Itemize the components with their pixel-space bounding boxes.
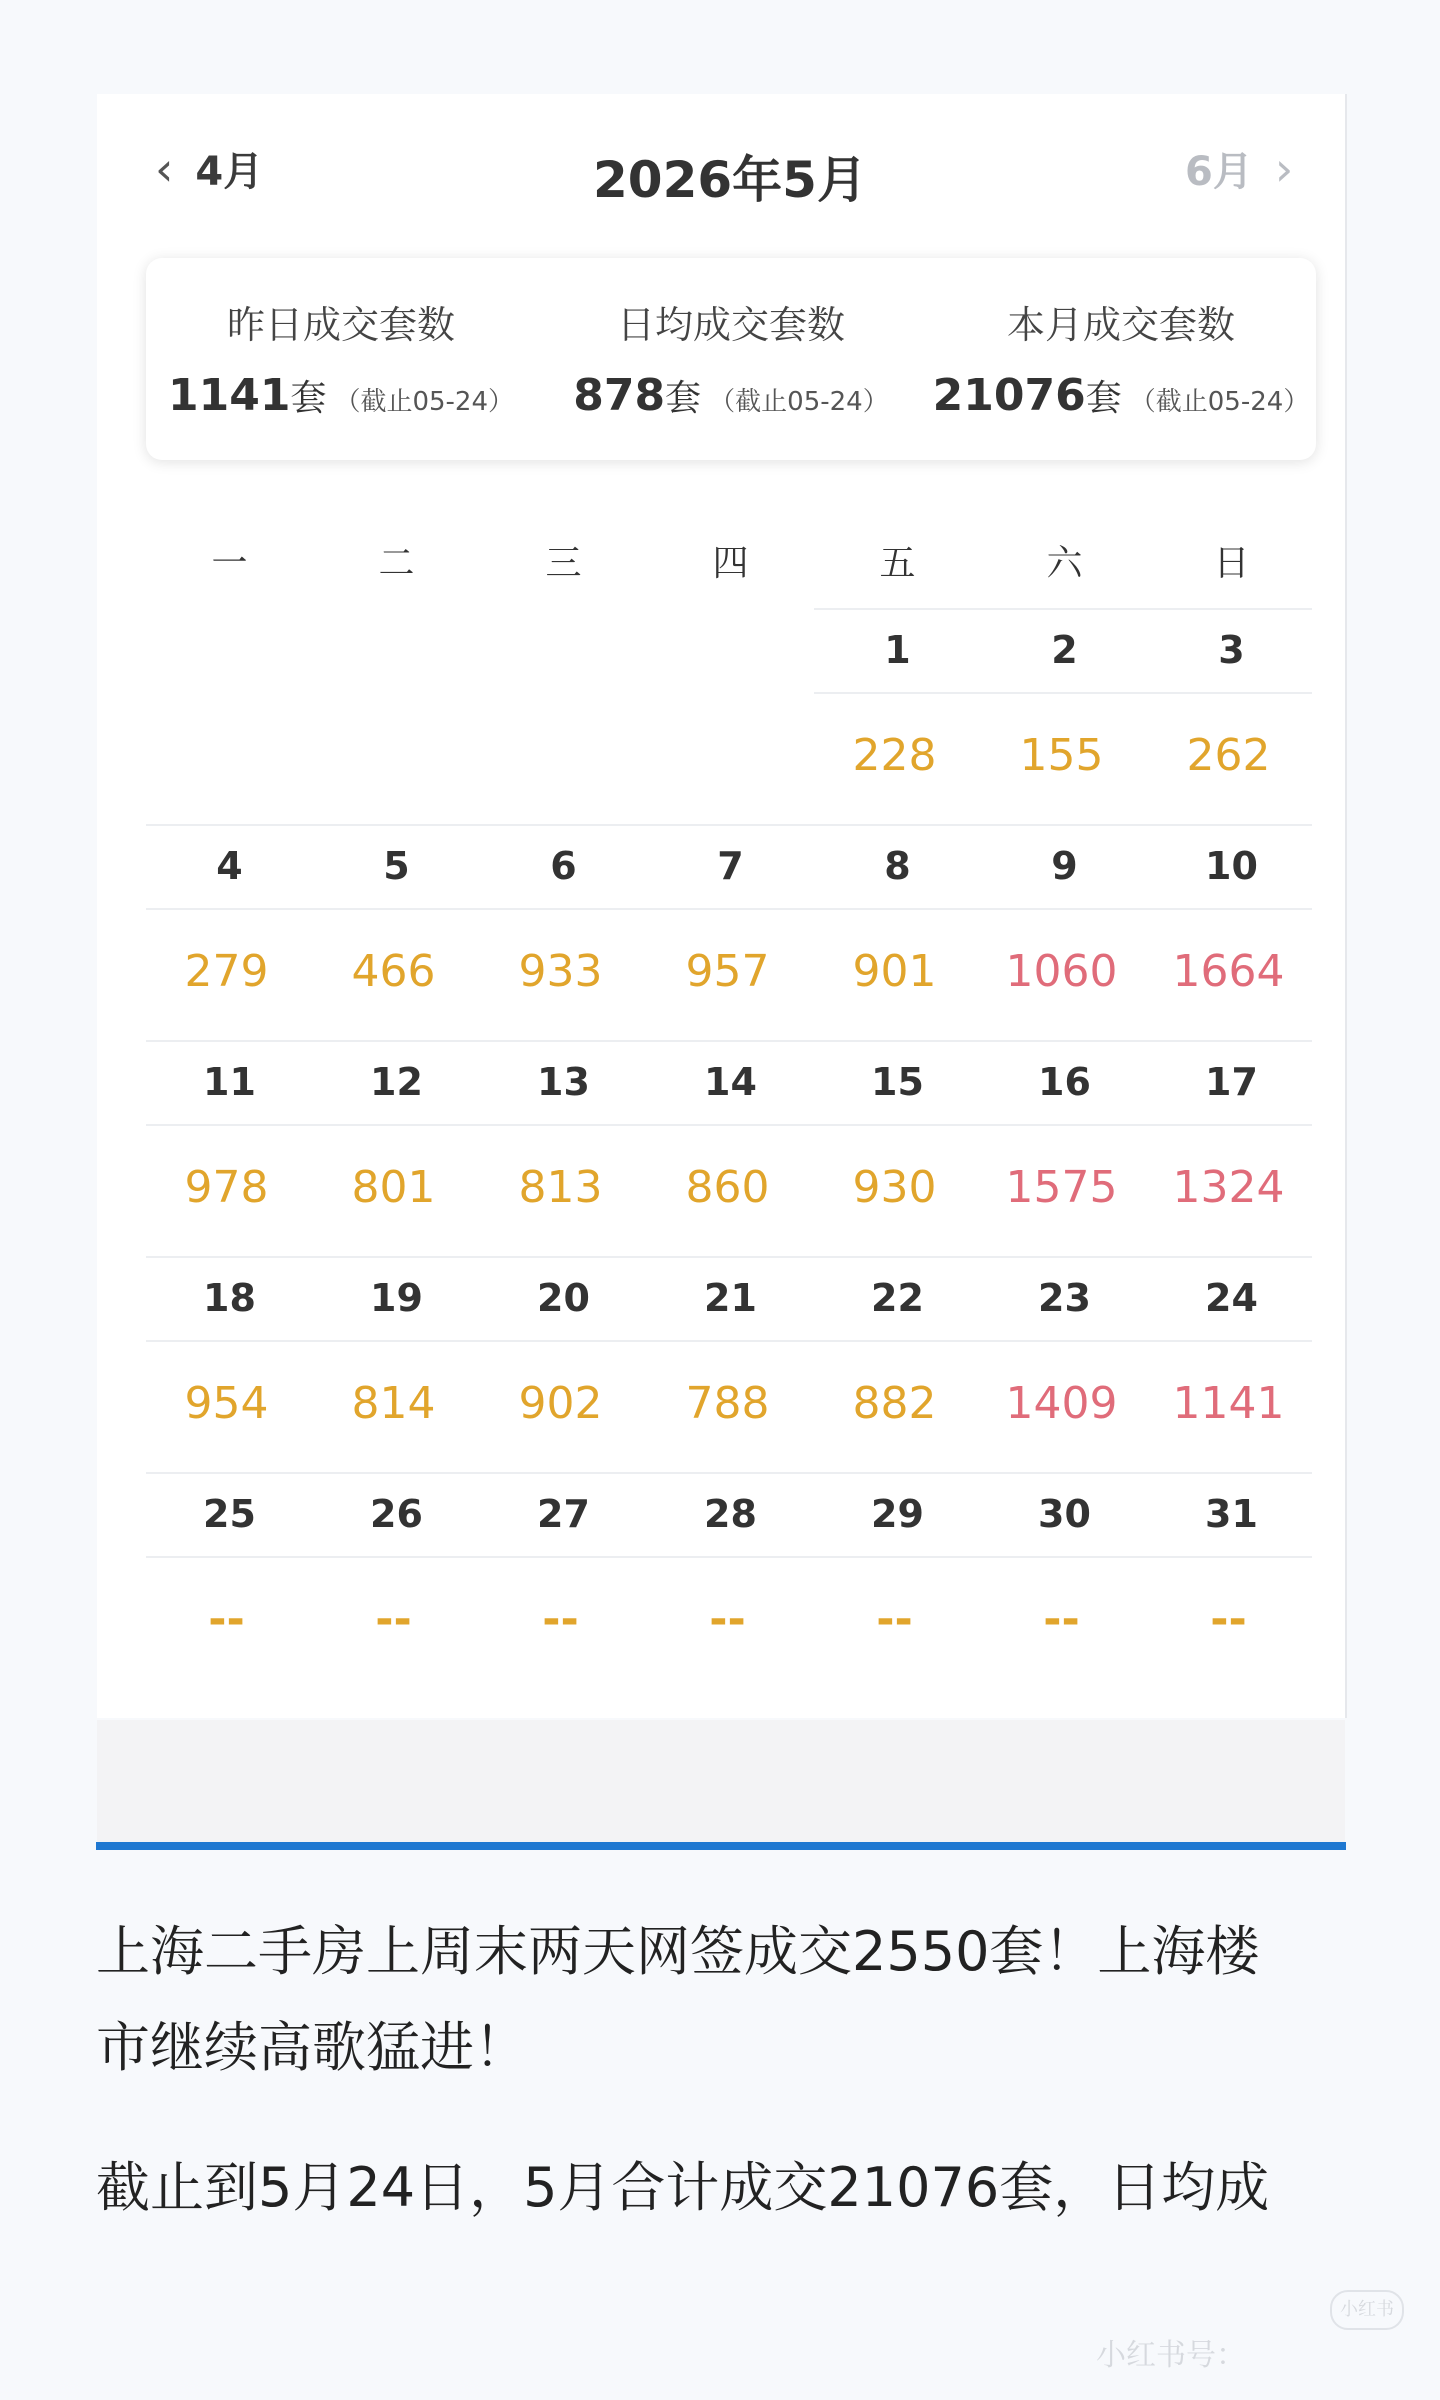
prev-month-label: 4月 [195,149,264,195]
stat-label: 日均成交套数 [616,303,845,347]
calendar-day-cell[interactable] [313,1040,480,1240]
day-transaction-count: 1575 [1005,1162,1118,1213]
article-line: 上海二手房上周末两天网签成交2550套！上海楼 [96,1920,1260,1983]
day-number: 21 [704,1276,757,1320]
day-transaction-count: 155 [1019,730,1104,781]
calendar-day-cell[interactable] [313,1472,480,1672]
weekday-label: 四 [712,543,749,584]
calendar-day-cell[interactable] [1148,1472,1315,1672]
stat-value [926,370,1316,421]
calendar-day-cell[interactable] [1148,608,1315,808]
weekday-label: 五 [879,543,916,584]
month-navigation [0,140,1440,209]
day-transaction-count: 957 [685,946,770,997]
day-transaction-count: 813 [518,1162,603,1213]
weekday-label: 二 [378,543,415,584]
day-number: 13 [537,1060,590,1104]
day-transaction-count: 954 [184,1378,269,1429]
day-number: 2 [1051,628,1078,672]
day-transaction-count: 901 [852,946,937,997]
day-number: 5 [383,844,410,888]
article-line: 截止到5月24日，5月合计成交21076套，日均成 [96,2156,1270,2219]
stat-daily-average [536,258,926,460]
current-month-title: 2026年5月 [593,151,867,209]
day-number: 29 [871,1492,924,1536]
day-number: 27 [537,1492,590,1536]
article-line: 市继续高歌猛进！ [96,2016,528,2079]
day-transaction-count: 262 [1186,730,1271,781]
calendar-day-cell[interactable] [647,1040,814,1240]
day-number: 18 [203,1276,256,1320]
calendar-day-cell[interactable] [647,824,814,1024]
day-transaction-count: 1060 [1005,946,1118,997]
day-transaction-count: 279 [184,946,269,997]
day-transaction-count: 902 [518,1378,603,1429]
day-number: 12 [370,1060,423,1104]
day-transaction-count: -- [709,1594,746,1645]
calendar-day-cell[interactable] [647,1256,814,1456]
calendar-day-cell[interactable] [480,1040,647,1240]
calendar-day-cell[interactable] [1148,1256,1315,1456]
prev-month-button[interactable] [155,140,263,197]
day-number: 1 [884,628,911,672]
stat-note: （截止05-24） [1129,387,1310,417]
calendar-day-cell[interactable] [814,824,981,1024]
calendar-day-cell[interactable] [146,1472,313,1672]
day-transaction-count: 1664 [1172,946,1285,997]
stat-number: 21076 [932,370,1086,421]
day-number: 6 [550,844,577,888]
accent-divider [96,1842,1346,1850]
watermark-logo: 小红书 [1330,2290,1404,2330]
calendar-day-cell[interactable] [814,1040,981,1240]
calendar-day-cell[interactable] [981,1472,1148,1672]
day-number: 10 [1205,844,1258,888]
calendar-day-cell[interactable] [1148,1040,1315,1240]
stat-label: 本月成交套数 [1006,303,1235,347]
calendar-day-cell[interactable] [146,1040,313,1240]
day-number: 25 [203,1492,256,1536]
stat-note: （截止05-24） [334,387,515,417]
day-transaction-count: 814 [351,1378,436,1429]
calendar-day-cell[interactable] [981,824,1148,1024]
day-transaction-count: 978 [184,1162,269,1213]
stat-unit: 套 [665,378,702,419]
weekday-label: 六 [1046,543,1083,584]
calendar-day-cell[interactable] [814,1472,981,1672]
next-month-label: 6月 [1185,149,1253,195]
day-number: 30 [1038,1492,1091,1536]
day-number: 15 [871,1060,924,1104]
next-month-button[interactable] [1185,140,1293,197]
day-number: 14 [704,1060,757,1104]
day-number: 11 [203,1060,256,1104]
day-number: 22 [871,1276,924,1320]
day-transaction-count: -- [876,1594,913,1645]
calendar-day-cell[interactable] [480,1256,647,1456]
stat-label: 昨日成交套数 [226,303,455,347]
day-transaction-count: 801 [351,1162,436,1213]
calendar-day-cell[interactable] [814,1256,981,1456]
stat-unit: 套 [1085,378,1122,419]
day-number: 9 [1051,844,1078,888]
stats-panel [146,258,1316,460]
calendar-day-cell[interactable] [146,824,313,1024]
stat-value [146,370,536,421]
stat-month-total [926,258,1316,460]
day-transaction-count: 933 [518,946,603,997]
calendar-day-cell[interactable] [981,1256,1148,1456]
day-number: 31 [1205,1492,1258,1536]
calendar-day-cell[interactable] [1148,824,1315,1024]
weekday-label: 日 [1213,543,1250,584]
day-number: 23 [1038,1276,1091,1320]
day-transaction-count: 1324 [1172,1162,1285,1213]
calendar-day-cell[interactable] [814,608,981,808]
calendar-day-cell[interactable] [647,1472,814,1672]
day-number: 8 [884,844,911,888]
day-number: 7 [717,844,744,888]
stat-number: 878 [573,370,666,421]
day-number: 24 [1205,1276,1258,1320]
day-transaction-count: -- [1043,1594,1080,1645]
card-footer-band [97,1720,1345,1844]
weekday-header [0,535,1440,587]
calendar-day-cell[interactable] [313,1256,480,1456]
day-transaction-count: -- [208,1594,245,1645]
day-transaction-count: 930 [852,1162,937,1213]
day-transaction-count: 860 [685,1162,770,1213]
day-transaction-count: 1409 [1005,1378,1118,1429]
chevron-right-icon: › [1274,141,1294,196]
day-number: 19 [370,1276,423,1320]
day-number: 3 [1218,628,1245,672]
stat-value [536,370,926,421]
calendar-day-cell[interactable] [981,608,1148,808]
stat-number: 1141 [167,370,291,421]
day-number: 28 [704,1492,757,1536]
day-number: 26 [370,1492,423,1536]
day-transaction-count: 228 [852,730,937,781]
stat-note: （截止05-24） [709,387,889,417]
watermark-text: 小红书号： [1096,2338,1246,2373]
day-transaction-count: 1141 [1172,1378,1285,1429]
calendar-day-cell[interactable] [981,1040,1148,1240]
calendar-day-cell[interactable] [146,1256,313,1456]
chevron-left-icon: ‹ [155,141,174,196]
calendar-day-cell[interactable] [480,1472,647,1672]
calendar-day-cell[interactable] [313,824,480,1024]
weekday-label: 一 [211,543,248,584]
article-paragraph-1 [96,1904,1348,2096]
day-transaction-count: -- [542,1594,579,1645]
day-transaction-count: 788 [685,1378,770,1429]
day-transaction-count: 466 [351,946,436,997]
day-transaction-count: -- [1210,1594,1247,1645]
day-number: 16 [1038,1060,1091,1104]
day-transaction-count: -- [375,1594,412,1645]
day-number: 20 [537,1276,590,1320]
day-transaction-count: 882 [852,1378,937,1429]
stat-unit: 套 [290,378,327,419]
stat-yesterday [146,258,536,460]
day-number: 4 [216,844,243,888]
day-number: 17 [1205,1060,1258,1104]
article-paragraph-2 [96,2140,1348,2236]
calendar-day-cell[interactable] [480,824,647,1024]
weekday-label: 三 [545,543,582,584]
